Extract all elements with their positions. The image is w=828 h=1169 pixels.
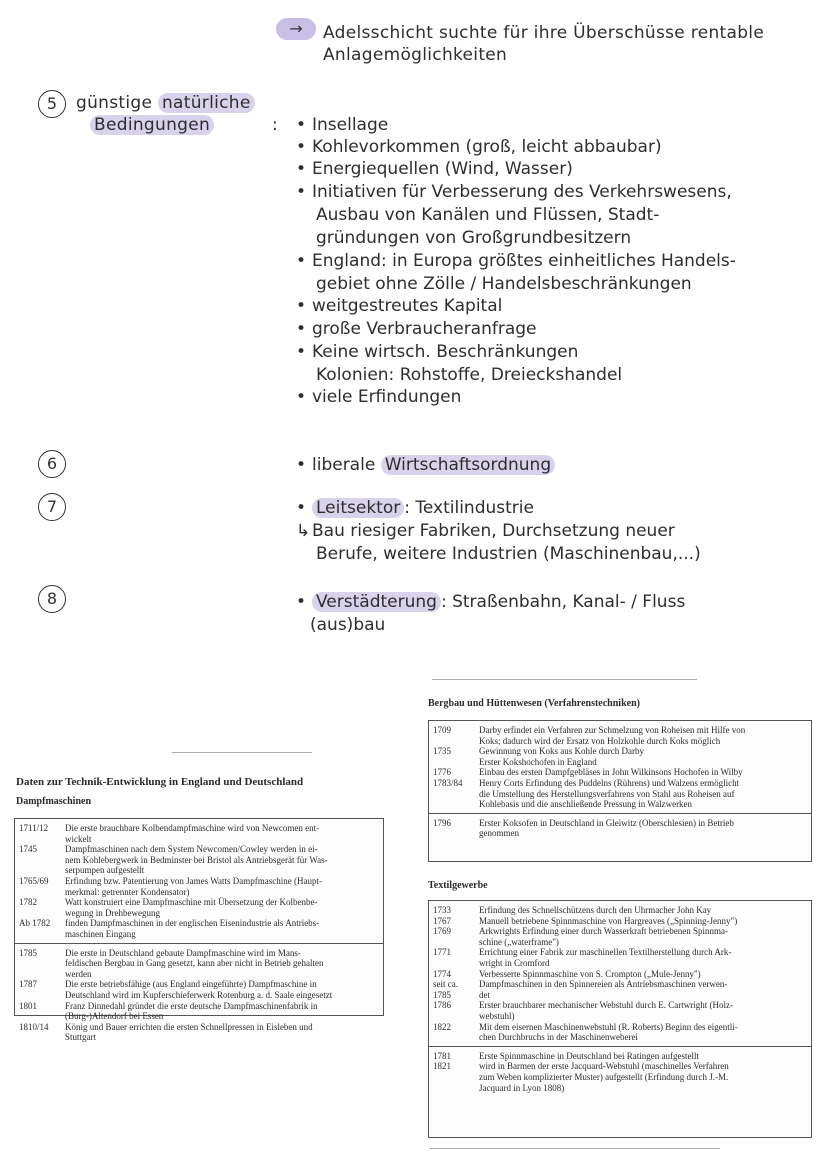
turn-arrow-icon: ↳ xyxy=(296,521,311,541)
table-divider xyxy=(429,813,811,814)
bullet-item: • England: in Europa größtes einheitliches Handels- xyxy=(296,251,736,271)
table-row xyxy=(429,947,811,968)
row-text: Arkwrights Erfindung einer durch Wasserkraft betriebenen Spinnma- schine („waterframe") xyxy=(479,926,729,947)
bullet-item: • Initiativen für Verbesserung des Verkehrswesens, xyxy=(296,182,732,202)
row-text: Einbau des ersten Dampfgebläses in John Wilkinsons Hochofen in Wilby xyxy=(479,767,743,778)
row-year: 1810/14 xyxy=(19,1021,49,1032)
table-row xyxy=(429,1000,811,1021)
table-row xyxy=(429,746,811,767)
bullet-continuation: gründungen von Großgrundbesitzern xyxy=(316,228,632,248)
row-year: 1801 xyxy=(19,1000,37,1011)
section-8-line2: (aus)bau xyxy=(310,615,386,635)
intro-line-1: Adelsschicht suchte für ihre Überschüsse rentable xyxy=(323,23,765,43)
row-year: 1821 xyxy=(433,1061,451,1072)
row-text: Watt konstruiert eine Dampfmaschine mit Übersetzung der Kolbenbe- wegung in Drehbewegung xyxy=(65,897,318,918)
row-text: Die erste brauchbare Kolbendampfmaschine wird von Newcomen ent- wickelt xyxy=(65,823,320,844)
section-number-7: 7 xyxy=(38,493,66,521)
table-row xyxy=(15,1022,383,1043)
table-row xyxy=(429,767,811,778)
section-5-heading xyxy=(76,92,255,114)
row-year: seit ca. xyxy=(433,979,458,990)
left-table-title: Daten zur Technik-Entwicklung in England und Deutschland xyxy=(16,776,304,788)
bullet-item: • Energiequellen (Wind, Wasser) xyxy=(296,159,573,179)
intro-line-2: Anlagemöglichkeiten xyxy=(323,45,508,65)
table-row xyxy=(15,897,383,918)
row-year: 1745 xyxy=(19,844,37,855)
row-text: Erfindung bzw. Patentierung von James Watts Dampfmaschine (Haupt- merkmal: getrennter Kondensator) xyxy=(65,876,322,897)
table-divider xyxy=(429,1046,811,1047)
row-text: König und Bauer errichten die ersten Schnellpressen in Eisleben und Stuttgart xyxy=(65,1021,313,1043)
table-row xyxy=(429,1022,811,1043)
left-table-box xyxy=(14,818,384,1043)
table-row xyxy=(429,778,811,810)
row-text: Henry Corts Erfindung des Puddelns (Rührens) und Walzens ermöglicht die Umstellung des Herstellungsverfahrens von Stahl aus Roheisen auf Kohlebasis und die anschließende Pressung in Walzwerken xyxy=(479,778,740,810)
bullet-item: • viele Erfindungen xyxy=(296,387,462,407)
heading-highlight: natürliche xyxy=(158,93,255,113)
table-row xyxy=(429,990,811,1001)
section-5-colon: : xyxy=(272,115,279,135)
row-text: Darby erfindet ein Verfahren zur Schmelzung von Roheisen mit Hilfe von Koks; dadurch wird der Ersatz von Holzkohle durch Koks möglich xyxy=(479,725,746,746)
row-text: finden Dampfmaschinen in der englischen Eisenindustrie als Antriebs- maschinen Eingang xyxy=(65,918,320,939)
row-year: 1709 xyxy=(433,725,451,735)
row-year: 1822 xyxy=(433,1021,451,1032)
row-text: Erfindung des Schnellschützens durch den Uhrmacher John Kay xyxy=(479,905,712,915)
bullet-continuation: gebiet ohne Zölle / Handelsbeschränkungen xyxy=(316,274,692,294)
divider xyxy=(172,752,312,753)
bullet-item: • Kohlevorkommen (groß, leicht abbaubar) xyxy=(296,137,662,157)
row-text: Verbesserte Spinnmaschine von S. Crompton („Mule-Jenny") xyxy=(479,968,701,979)
highlight: Leitsektor xyxy=(312,498,404,518)
row-text: Erster brauchbarer mechanischer Webstuhl durch E. Cartwright (Holz- webstuhl) xyxy=(479,1000,734,1021)
bullet-item: • Keine wirtsch. Beschränkungen xyxy=(296,342,579,362)
section-number-8: 8 xyxy=(38,585,66,613)
row-year: 1769 xyxy=(433,926,451,937)
table-divider xyxy=(15,943,383,944)
section-6-text: • liberale Wirtschaftsordnung xyxy=(296,454,555,476)
table-row xyxy=(15,979,383,1000)
section-7-label: • Leitsektor : Textilindustrie xyxy=(296,498,534,518)
right-bottom-title: Textilgewerbe xyxy=(428,880,488,891)
row-year: 1786 xyxy=(433,1000,451,1011)
row-year: 1771 xyxy=(433,947,451,958)
highlight: Wirtschaftsordnung xyxy=(381,455,555,475)
row-text: Erste Spinnmaschine in Deutschland bei Ratingen aufgestellt xyxy=(479,1050,699,1061)
row-text: Die erste betriebsfähige (aus England eingeführte) Dampfmaschine in Deutschland wird im Kupferschieferwerk Rotenburg a. d. Saale eingesetzt xyxy=(65,979,333,1000)
row-text: Errichtung einer Fabrik zur maschinellen Textilherstellung durch Ark- wright in Cromford xyxy=(479,947,732,968)
bullet-item: • große Verbraucheranfrage xyxy=(296,319,537,339)
table-row xyxy=(429,979,811,990)
section-8-label: • Verstädterung : Straßenbahn, Kanal- / Fluss xyxy=(296,592,686,612)
table-row xyxy=(15,823,383,844)
row-year: 1785 xyxy=(433,989,451,1000)
row-year: 1767 xyxy=(433,915,451,926)
row-year: 1735 xyxy=(433,746,451,757)
row-year: 1785 xyxy=(19,947,37,958)
table-row xyxy=(429,1061,811,1093)
table-row xyxy=(429,725,811,746)
row-year: 1776 xyxy=(433,767,451,778)
row-year: 1711/12 xyxy=(19,823,49,833)
row-text: Erster Koksofen in Deutschland in Gleiwitz (Oberschlesien) in Betrieb genommen xyxy=(479,817,734,839)
section-7-line2: ↳ Bau riesiger Fabriken, Durchsetzung neuer xyxy=(296,521,675,541)
row-year: 1796 xyxy=(433,817,451,828)
row-text: Mit dem eisernen Maschinenwebstuhl (R. Roberts) Beginn des eigentli- chen Durchbruchs in der Maschinenweberei xyxy=(479,1021,738,1043)
table-row xyxy=(429,969,811,980)
heading-part: günstige xyxy=(76,93,153,113)
row-text: det xyxy=(479,989,490,1000)
divider xyxy=(430,1148,720,1149)
section-number-6: 6 xyxy=(38,450,66,478)
divider xyxy=(432,679,697,680)
row-year: 1787 xyxy=(19,979,37,990)
left-table-subtitle: Dampfmaschinen xyxy=(16,796,92,807)
table-row xyxy=(15,918,383,939)
table-row xyxy=(429,905,811,916)
row-text: Dampfmaschinen nach dem System Newcomen/Cowley werden in ei- nem Kohlebergwerk in Bedminster bei Bristol als Antriebsgerät für Was- serpumpen aufgestellt xyxy=(65,844,328,876)
table-row xyxy=(429,926,811,947)
section-5-heading-line2 xyxy=(90,114,214,136)
right-top-title: Bergbau und Hüttenwesen (Verfahrenstechniken) xyxy=(428,698,640,709)
row-year: 1781 xyxy=(433,1050,451,1061)
right-bottom-table-box xyxy=(428,900,812,1138)
table-row xyxy=(15,948,383,980)
table-row xyxy=(429,916,811,927)
bullet-continuation: Kolonien: Rohstoffe, Dreieckshandel xyxy=(316,365,623,385)
section-7-line3: Berufe, weitere Industrien (Maschinenbau,...) xyxy=(316,544,701,564)
section-number-5: 5 xyxy=(38,90,66,118)
row-text: Franz Dinnedahl gründet die erste deutsche Dampfmaschinenfabrik in (Burg-)Altendorf bei Essen xyxy=(65,1000,318,1022)
table-row xyxy=(429,1051,811,1062)
right-top-table-box xyxy=(428,720,812,862)
bullet-item: • weitgestreutes Kapital xyxy=(296,296,503,316)
table-row xyxy=(15,1001,383,1022)
arrow-highlight: → xyxy=(276,18,316,40)
row-text: wird in Barmen der erste Jacquard-Webstuhl (maschinelles Verfahren zum Weben komplizierter Muster) aufgestellt (Erfindung durch J.-M. Jacquard in Lyon 1808) xyxy=(479,1061,729,1093)
highlight: Verstädterung xyxy=(312,592,441,612)
table-row xyxy=(15,876,383,897)
row-text: Manuell betriebene Spinnmaschine von Hargreaves („Spinning-Jenny") xyxy=(479,915,738,926)
row-text: Gewinnung von Koks aus Kohle durch Darby Erster Kokshochofen in England xyxy=(479,746,644,767)
row-text: Dampfmaschinen in den Spinnereien als Antriebsmaschinen verwen- xyxy=(479,979,728,990)
table-row xyxy=(429,818,811,839)
bullet-continuation: Ausbau von Kanälen und Flüssen, Stadt- xyxy=(316,205,660,225)
row-year: 1765/69 xyxy=(19,876,49,886)
row-year: 1774 xyxy=(433,968,451,979)
row-text: Die erste in Deutschland gebaute Dampfmaschine wird im Mans- feldischen Bergbau in Gang gesetzt, kann aber nicht in Betrieb gehalten werden xyxy=(65,947,324,979)
heading-line2: Bedingungen xyxy=(90,115,214,135)
row-year: Ab 1782 xyxy=(19,918,51,929)
row-year: 1783/84 xyxy=(433,778,463,788)
row-year: 1782 xyxy=(19,897,37,908)
row-year: 1733 xyxy=(433,905,451,915)
table-row xyxy=(15,844,383,876)
bullet-item: • Insellage xyxy=(296,115,389,135)
